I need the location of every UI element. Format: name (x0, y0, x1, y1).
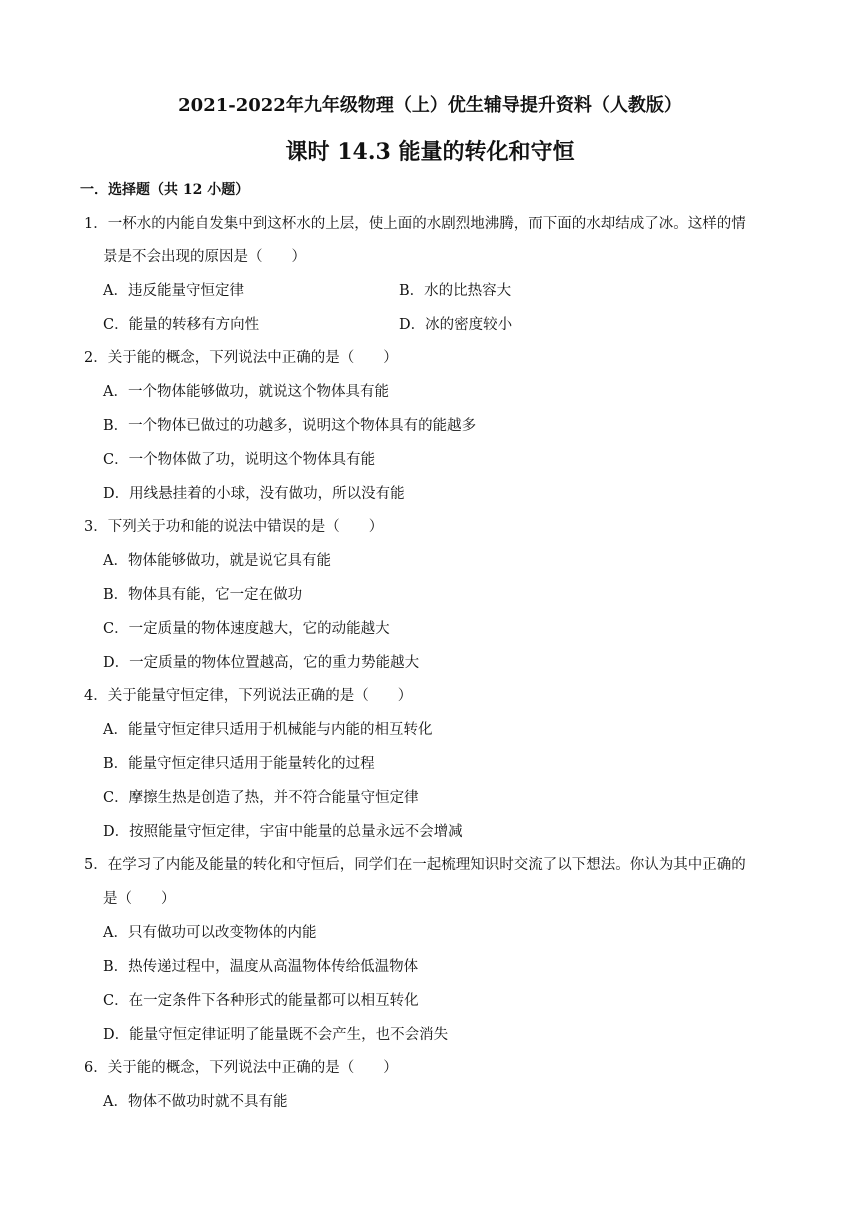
question-stem: 2．关于能的概念，下列说法中正确的是（ ） (84, 350, 398, 366)
option-b: B．水的比热容大 (399, 283, 512, 299)
option-a: A．只有做功可以改变物体的内能 (103, 925, 317, 941)
option-d: D．一定质量的物体位置越高，它的重力势能越大 (103, 655, 420, 671)
option-c: C．能量的转移有方向性 (103, 317, 260, 333)
option-b: B．物体具有能，它一定在做功 (103, 587, 303, 603)
option-c: C．摩擦生热是创造了热，并不符合能量守恒定律 (103, 790, 419, 806)
question-stem: 3．下列关于功和能的说法中错误的是（ ） (84, 519, 384, 535)
section-heading: 一．选择题（共 12 小题） (80, 182, 250, 198)
option-b: B．一个物体已做过的功越多，说明这个物体具有的能越多 (103, 418, 477, 434)
option-a: A．能量守恒定律只适用于机械能与内能的相互转化 (103, 722, 433, 738)
question-stem-continued: 景是不会出现的原因是（ ） (103, 249, 306, 265)
option-c: C．一定质量的物体速度越大，它的动能越大 (103, 621, 390, 637)
question-stem: 6．关于能的概念，下列说法中正确的是（ ） (84, 1060, 398, 1076)
option-b: B．热传递过程中，温度从高温物体传给低温物体 (103, 959, 419, 975)
question-stem: 5．在学习了内能及能量的转化和守恒后，同学们在一起梳理知识时交流了以下想法。你认为其中正确的 (84, 857, 746, 873)
option-a: A．物体不做功时就不具有能 (103, 1094, 288, 1110)
option-a: A．物体能够做功，就是说它具有能 (103, 553, 331, 569)
option-d: D．能量守恒定律证明了能量既不会产生，也不会消失 (103, 1027, 449, 1043)
option-d: D．按照能量守恒定律，宇宙中能量的总量永远不会增减 (103, 824, 463, 840)
option-a: A．违反能量守恒定律 (103, 283, 244, 299)
document-title: 2021-2022年九年级物理（上）优生辅导提升资料（人教版） (178, 95, 682, 116)
question-stem: 1．一杯水的内能自发集中到这杯水的上层，使上面的水剧烈地沸腾，而下面的水却结成了冰。这样的情 (84, 216, 746, 232)
option-b: B．能量守恒定律只适用于能量转化的过程 (103, 756, 375, 772)
option-c: C．一个物体做了功，说明这个物体具有能 (103, 452, 376, 468)
question-stem: 4．关于能量守恒定律，下列说法正确的是（ ） (84, 688, 413, 704)
option-d: D．冰的密度较小 (399, 317, 513, 333)
lesson-title: 课时 14.3 能量的转化和守恒 (285, 139, 575, 165)
option-d: D．用线悬挂着的小球，没有做功，所以没有能 (103, 486, 405, 502)
option-c: C．在一定条件下各种形式的能量都可以相互转化 (103, 993, 419, 1009)
option-a: A．一个物体能够做功，就说这个物体具有能 (103, 384, 389, 400)
question-stem-continued: 是（ ） (103, 891, 176, 907)
